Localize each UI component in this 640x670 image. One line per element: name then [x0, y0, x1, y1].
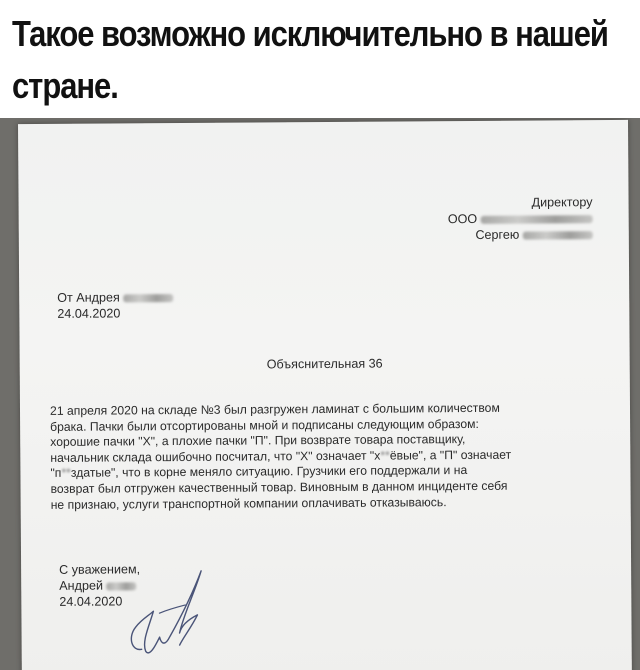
redacted-sender-surname [123, 294, 173, 302]
sender-name: От Андрея [57, 290, 120, 305]
closing-greeting: С уважением, [59, 562, 141, 577]
censored-letters: ** [380, 448, 390, 463]
closing-name: Андрей [59, 578, 104, 593]
addressee-position: Директору [531, 195, 593, 210]
censored-letters: ** [61, 466, 71, 481]
redacted-company-name [481, 215, 593, 224]
addressee-company: ООО [447, 211, 478, 227]
addressee-block [448, 194, 593, 243]
document-photo [0, 118, 640, 670]
document-title: Объяснительная 36 [266, 356, 383, 372]
sender-block [57, 289, 173, 322]
body-line: хорошие пачки "Х", а плохие пачки "П". При возврате товара поставщику, [50, 432, 466, 450]
body-line: не признаю, услуги транспортной компании оплачивать отказываюсь. [50, 494, 447, 512]
paper-sheet [18, 120, 632, 670]
caption-line-2: стране. [12, 65, 118, 106]
document-body [50, 401, 512, 513]
redacted-surname [523, 231, 593, 239]
body-line: брака. Пачки были отсортированы мной и подписаны следующим образом: [50, 416, 479, 434]
body-line: "п**здатые", что в корне меняло ситуацию. Грузчики его поддержали и на [50, 463, 468, 481]
handwritten-signature [119, 553, 240, 664]
post-caption [12, 8, 608, 112]
closing-date: 24.04.2020 [59, 594, 123, 609]
body-line: 21 апреля 2020 на складе №3 был разгружен ламинат с большим количеством [49, 400, 500, 418]
addressee-name: Сергею [475, 227, 520, 242]
body-line: начальник склада ошибочно посчитал, что "Х" означает "х**ёвые", а "П" означает [50, 447, 512, 465]
body-line: возврат был отгружен качественный товар. Виновным в данном инциденте себя [50, 478, 508, 496]
sender-date: 24.04.2020 [57, 306, 121, 321]
caption-line-1: Такое возможно исключительно в нашей [12, 13, 608, 54]
